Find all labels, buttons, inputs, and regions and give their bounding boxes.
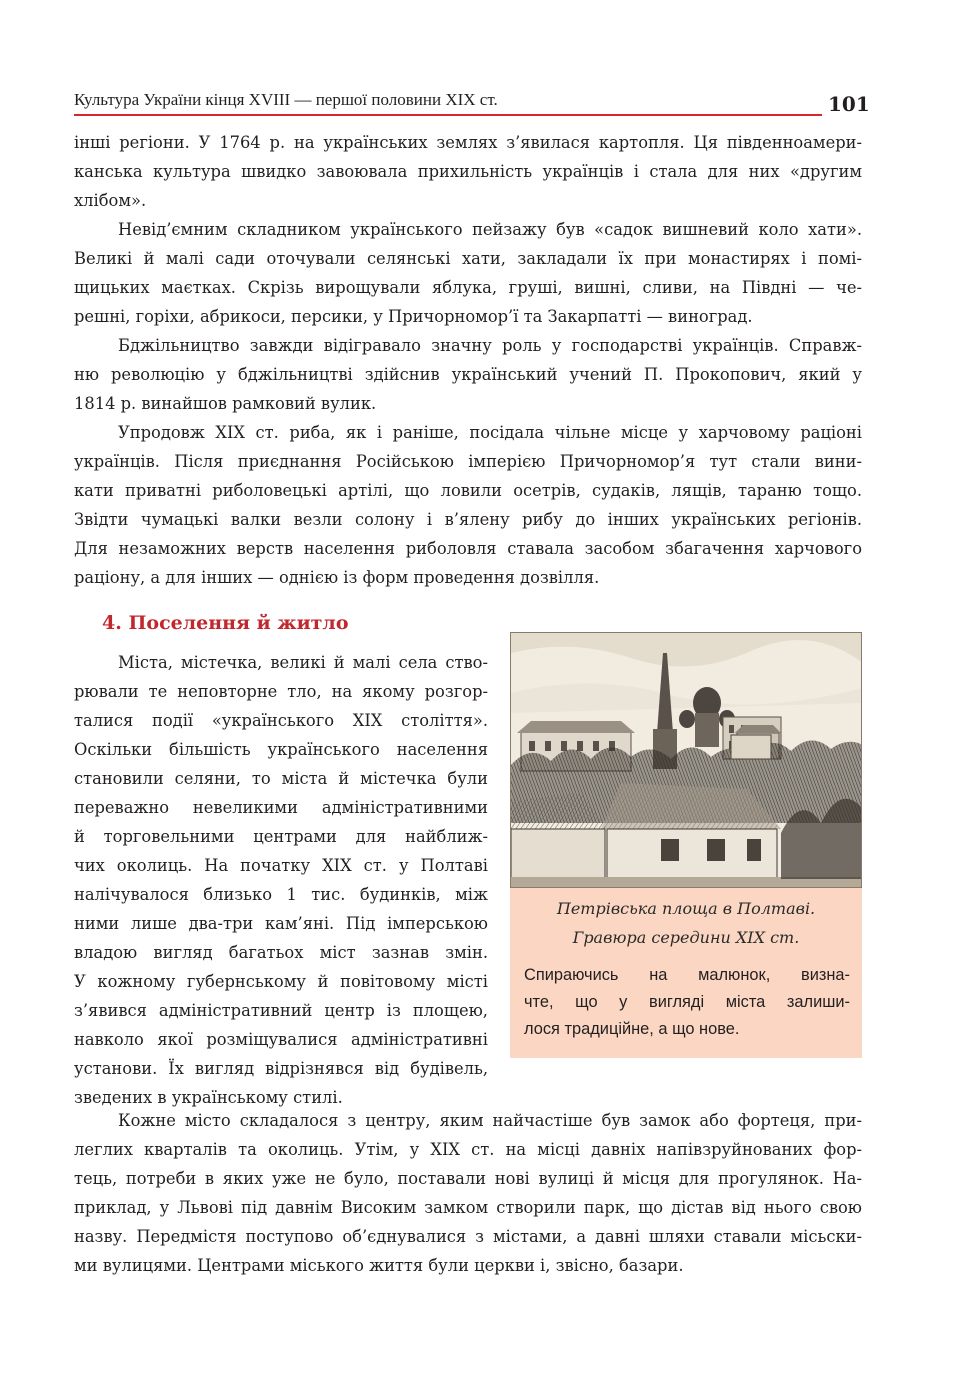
text-line: установи. Їх вигляд відрізнявся від будівель, [74, 1059, 488, 1078]
text-line: Бджільництво завжди відігравало значну роль у господарстві українців. Справж- [118, 336, 862, 355]
text-line: У кожному губернському й повітовому місті [74, 972, 488, 991]
text-line: решні, горіхи, абрикоси, персики, у Причорномор’ї та Закарпатті — виноград. [74, 307, 753, 326]
text-line: щицьких маєтках. Скрізь вирощували яблука, груші, вишні, сливи, на Півдні — че- [74, 278, 862, 297]
text-line: ми вулицями. Центрами міського життя були церкви і, звісно, базари. [74, 1256, 684, 1275]
text-line: Міста, містечка, великі й малі села ство- [118, 653, 488, 672]
text-line: ню революцію у бджільництві здійснив український учений П. Прокопович, який у [74, 365, 862, 384]
text-line: українців. Після приєднання Російською імперією Причорномор’я тут стали вини- [74, 452, 862, 471]
engraving-petrivska-square-poltava-icon [511, 633, 862, 888]
text-line: назву. Передмістя поступово об’єднувалися з містами, а давні шляхи ставали місьски- [74, 1227, 862, 1246]
top-text-block [74, 128, 862, 592]
text-line: приклад, у Львові під давнім Високим замком створили парк, що дістав від нього свою [74, 1198, 862, 1217]
text-line: 1814 р. винайшов рамковий вулик. [74, 394, 377, 413]
question-line: чте, що у вигляді міста залиши- [524, 993, 850, 1011]
caption-line: Гравюра середини XIX ст. [572, 928, 800, 947]
text-line: інші регіони. У 1764 р. на українських землях з’явилася картопля. Ця південноамери- [74, 133, 862, 152]
text-line: чих околиць. На початку XIX ст. у Полтаві [74, 856, 488, 875]
text-line: талися події «українського XIX століття». [74, 711, 488, 730]
caption-line: Петрівська площа в Полтаві. [556, 899, 816, 918]
text-line: канська культура швидко завоювала прихильність українців і стала для них «другим [74, 162, 862, 181]
text-line: з’явився адміністративний центр із площею, [74, 1001, 488, 1020]
figure-box [510, 632, 862, 1058]
text-line: переважно невеликими адміністративними [74, 798, 488, 817]
text-line: ними лише два-три кам’яні. Під імперською [74, 914, 488, 933]
text-line: Для незаможних верств населення риболовля ставала засобом збагачення харчового [74, 539, 862, 558]
text-line: Оскільки більшість українського населення [74, 740, 488, 759]
engraving-image [510, 632, 862, 888]
figure-question [524, 962, 850, 1043]
header-rule [74, 114, 822, 116]
text-line: хлібом». [74, 191, 147, 210]
text-line: рювали те неповторне тло, на якому розгор- [74, 682, 488, 701]
text-line: й торговельними центрами для найближ- [74, 827, 488, 846]
paragraph [74, 331, 862, 418]
left-column-text [74, 648, 488, 1112]
question-line: лося традиційне, а що нове. [524, 1020, 740, 1038]
text-line: Звідти чумацькі валки везли солону і в’ялену рибу до інших українських регіонів. [74, 510, 862, 529]
text-line: Невід’ємним складником українського пейзажу був «садок вишневий коло хати». [118, 220, 862, 239]
bottom-text-block [74, 1106, 862, 1280]
text-line: Кожне місто складалося з центру, яким найчастіше був замок або фортеця, при- [118, 1111, 862, 1130]
paragraph [74, 128, 862, 215]
page-number: 101 [828, 92, 870, 116]
header-title: Культура України кінця XVIII — першої половини XIX ст. [74, 90, 498, 109]
text-line: налічувалося близько 1 тис. будинків, між [74, 885, 488, 904]
text-line: кати приватні риболовецькі артілі, що ловили осетрів, судаків, лящів, тараню тощо. [74, 481, 862, 500]
text-line: Великі й малі сади оточували селянські хати, закладали їх при монастирях і помі- [74, 249, 862, 268]
section-heading: 4. Поселення й житло [102, 612, 349, 634]
text-line: тець, потреби в яких уже не було, поставали нові вулиці й місця для прогулянок. На- [74, 1169, 862, 1188]
paragraph [74, 418, 862, 592]
text-line: леглих кварталів та околиць. Утім, у XIX ст. на місці давніх напівзруйнованих фор- [74, 1140, 862, 1159]
text-line: становили селяни, то міста й містечка були [74, 769, 488, 788]
text-line: Упродовж XIX ст. риба, як і раніше, посідала чільне місце у харчовому раціоні [118, 423, 862, 442]
question-line: Спираючись на малюнок, визна- [524, 966, 850, 984]
text-line: навколо якої розміщувалися адміністративні [74, 1030, 488, 1049]
text-line: зведених в українському стилі. [74, 1088, 343, 1107]
text-line: раціону, а для інших — однією із форм проведення дозвілля. [74, 568, 600, 587]
text-line: владою вигляд багатьох міст зазнав змін. [74, 943, 488, 962]
figure-caption [510, 894, 862, 952]
paragraph [74, 215, 862, 331]
